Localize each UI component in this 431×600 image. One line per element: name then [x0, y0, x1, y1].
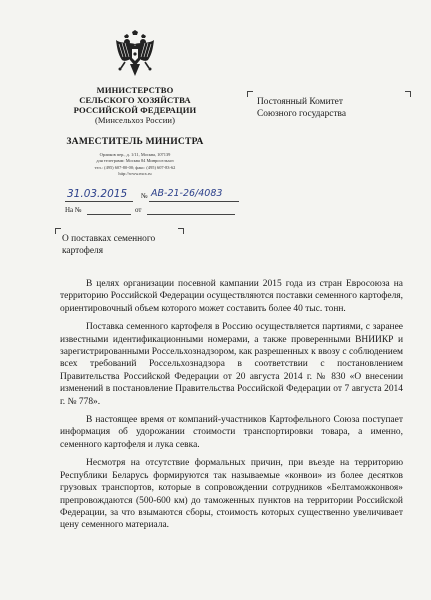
ministry-name [30, 85, 240, 125]
date-underline [65, 201, 133, 202]
ministry-line-3: РОССИЙСКОЙ ФЕДЕРАЦИИ [73, 105, 197, 115]
reference-line [65, 206, 235, 216]
reference-from-label: от [135, 206, 142, 214]
address-line-1: Орликов пер., д. 1/11, Москва, 107139 [99, 152, 171, 157]
registration-number: АВ-21-26/4083 [151, 188, 223, 199]
double-headed-eagle-emblem-icon [113, 30, 157, 80]
subject-line-2: картофеля [62, 246, 104, 256]
body-paragraph-4: Несмотря на отсутствие формальных причин, при въезде на территорию Республики Беларусь формируются так называемые «конвои» из более десятков грузовых транспортов, которые в сопровождении сотрудников «Белтаможконвоя» препровождаются (500-600 км) до таможенных пунктов на территории Российской Федерации, за что взымаются сборы, стоимость которых существенно увеличивает цену семенного материала. [60, 458, 403, 531]
ministry-address [30, 152, 240, 178]
number-underline [149, 201, 239, 202]
addressee-line-1: Постоянный Комитет [257, 97, 343, 107]
letter-body [60, 278, 403, 538]
reference-date-underline [147, 214, 235, 215]
addressee [257, 96, 407, 120]
addressee-line-2: Союзного государства [257, 109, 347, 119]
reference-number-label: На № [65, 206, 82, 214]
body-paragraph-1: В целях организации посевной кампании 2015 года из стран Евросоюза на территорию Российской Федерации осуществляются поставки семенного картофеля, ориентировочный объем которого может составить более 40 тыс. тонн. [60, 279, 403, 314]
address-line-2: для телеграмм: Москва 84 Минросельхоз [96, 158, 174, 164]
address-line-3: тел.: (495) 607-80-00; факс: (495) 607-83-62 [94, 164, 176, 170]
registration-number-label: № [141, 192, 148, 200]
address-line-4: http://www.mcx.ru [118, 171, 152, 177]
subject-corner-top-left [55, 228, 61, 234]
ministry-line-1: МИНИСТЕРСТВО [96, 85, 174, 95]
deputy-minister-title: ЗАМЕСТИТЕЛЬ МИНИСТРА [66, 136, 204, 147]
ministry-line-2: СЕЛЬСКОГО ХОЗЯЙСТВА [79, 95, 191, 105]
addressee-corner-top-left [247, 91, 253, 97]
reference-number-underline [87, 214, 131, 215]
body-paragraph-2: Поставка семенного картофеля в Россию осуществляется партиями, с заранее известными идентификационными номерами, а также проверенными ВНИИКР и зарегистрированными Россельхознадзором, как разрешенных к ввозу с соблюдением всех требований Россельхознадзора в соответствии с постановлением Правительства Российской Федерации от 20 августа 2014 г. № 830 «О внесении изменений в постановление Правительства Российской Федерации от 7 августа 2014 г. № 778». [60, 322, 403, 407]
registration-date: 31.03.2015 [67, 188, 128, 200]
subject-line-1: О поставках семенного [62, 234, 156, 244]
body-paragraph-3: В настоящее время от компаний-участников Картофельного Союза поступает информация об удорожании стоимости транспортировки товара, а именно, семенного картофеля и лука севка. [60, 415, 403, 450]
registration-line [65, 190, 240, 204]
ministry-abbreviation: (Минсельхоз России) [94, 115, 176, 125]
letter-subject [62, 233, 182, 257]
